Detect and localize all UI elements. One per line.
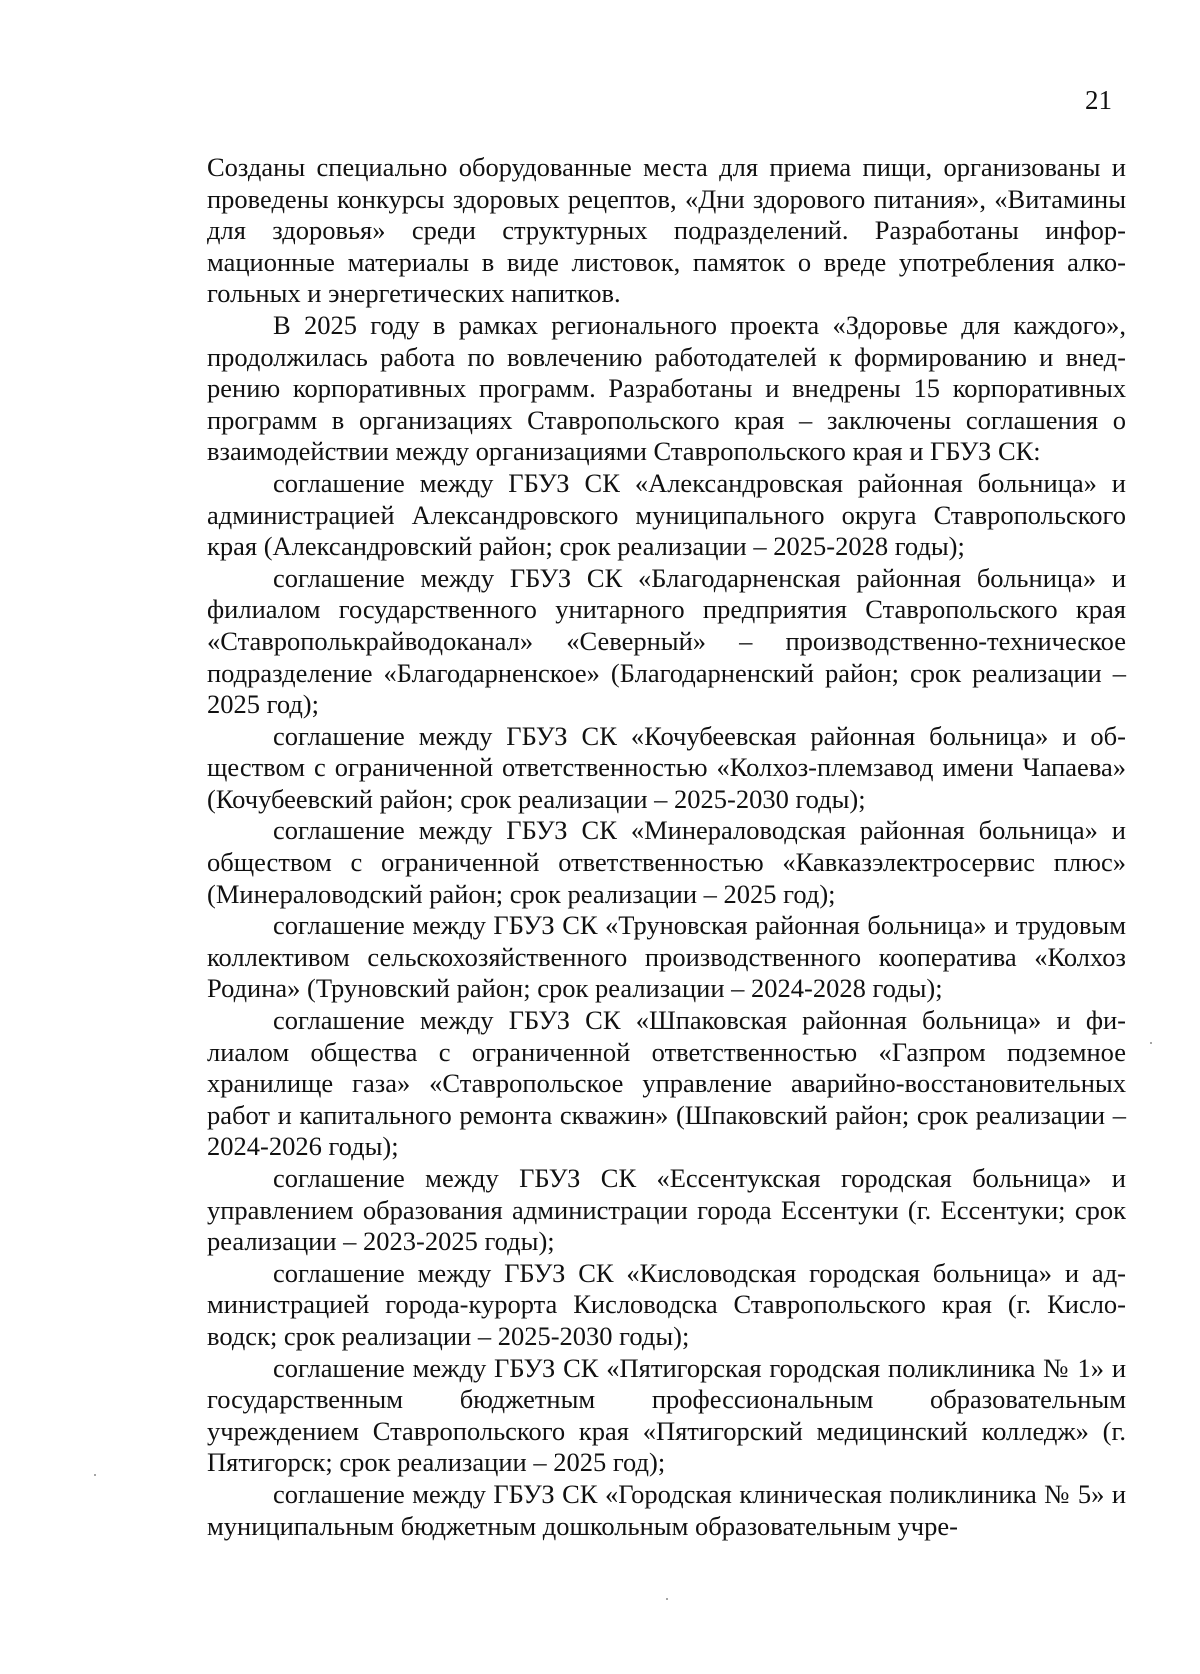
paragraph-agreement-aleksandrovskaya: соглашение между ГБУЗ СК «Александровская районная больница» и администрацией Александровского муниципального округа Ставропольского края (Александровский район; срок реализации – 2025-2028 годы); [207,467,1126,562]
document-body [207,152,1126,1542]
paragraph-agreement-kochubeevskaya: соглашение между ГБУЗ СК «Кочубеевская районная больница» и обществом с ограниченной ответственностью «Колхоз-племзавод имени Чапаева» (Кочубеевский район; срок реализации – 2025-2030 годы); [207,720,1126,814]
paragraph-meals-and-contests: Созданы специально оборудованные места для приема пищи, организованы и проведены конкурсы здоровых рецептов, «Дни здорового питания», «Витамины для здоровья» среди структурных подразделений. Разработаны информационные материалы в виде листовок, памяток о вреде употребления алкогольных и энергетических напитков. [207,152,1126,309]
paragraph-agreement-mineralovodskaya: соглашение между ГБУЗ СК «Минераловодская районная больница» и обществом с ограниченной ответственностью «Кавказэлектросервис плюс» (Минераловодский район; срок реализации – 2025 год); [207,815,1126,909]
paragraph-agreement-clinic-5: соглашение между ГБУЗ СК «Городская клиническая поликлиника № 5» и муниципальным бюджетным дошкольным образовательным учре- [207,1478,1126,1541]
paragraph-agreement-essentukskaya: соглашение между ГБУЗ СК «Ессентукская городская больница» и управлением образования администрации города Ессентуки (г. Ессентуки; срок реализации – 2023-2025 годы); [207,1163,1126,1257]
page-number: 21 [1085,85,1112,115]
paragraph-agreement-shpakovskaya: соглашение между ГБУЗ СК «Шпаковская районная больница» и филиалом общества с ограниченной ответственностью «Газпром подземное хранилище газа» «Ставропольское управление аварийно-восстановительных работ и капитального ремонта скважин» (Шпаковский район; срок реализации – 2024-2026 годы); [207,1005,1126,1162]
paragraph-corporate-programs: В 2025 году в рамках регионального проекта «Здоровье для каждого», продолжилась работа по вовлечению работодателей к формированию и внедрению корпоративных программ. Разработаны и внедрены 15 корпоративных программ в организациях Ставропольского края – заключены соглашения о взаимодействии между организациями Ставропольского края и ГБУЗ СК: [207,309,1126,467]
paragraph-agreement-blagodarnenskaya: соглашение между ГБУЗ СК «Благодарненская районная больница» и филиалом государственного унитарного предприятия Ставропольского края «Ставрополькрайводоканал» «Северный» – производственно-техническое подразделение «Благодарненское» (Благодарненский район; срок реализации – 2025 год); [207,562,1126,720]
paragraph-agreement-kislovodskaya: соглашение между ГБУЗ СК «Кисловодская городская больница» и администрацией города-курорта Кисловодска Ставропольского края (г. Кисловодск; срок реализации – 2025-2030 годы); [207,1257,1126,1351]
scan-speck [94,1474,96,1476]
scan-speck [666,1598,668,1600]
paragraph-agreement-trunovskaya: соглашение между ГБУЗ СК «Труновская районная больница» и трудовым коллективом сельскохозяйственного производственного кооператива «Колхоз Родина» (Труновский район; срок реализации – 2024-2028 годы); [207,910,1126,1004]
scan-speck [1150,1042,1152,1044]
paragraph-agreement-pyatigorskaya: соглашение между ГБУЗ СК «Пятигорская городская поликлиника № 1» и государственным бюджетным профессиональным образовательным учреждением Ставропольского края «Пятигорский медицинский колледж» (г. Пятигорск; срок реализации – 2025 год); [207,1352,1126,1478]
